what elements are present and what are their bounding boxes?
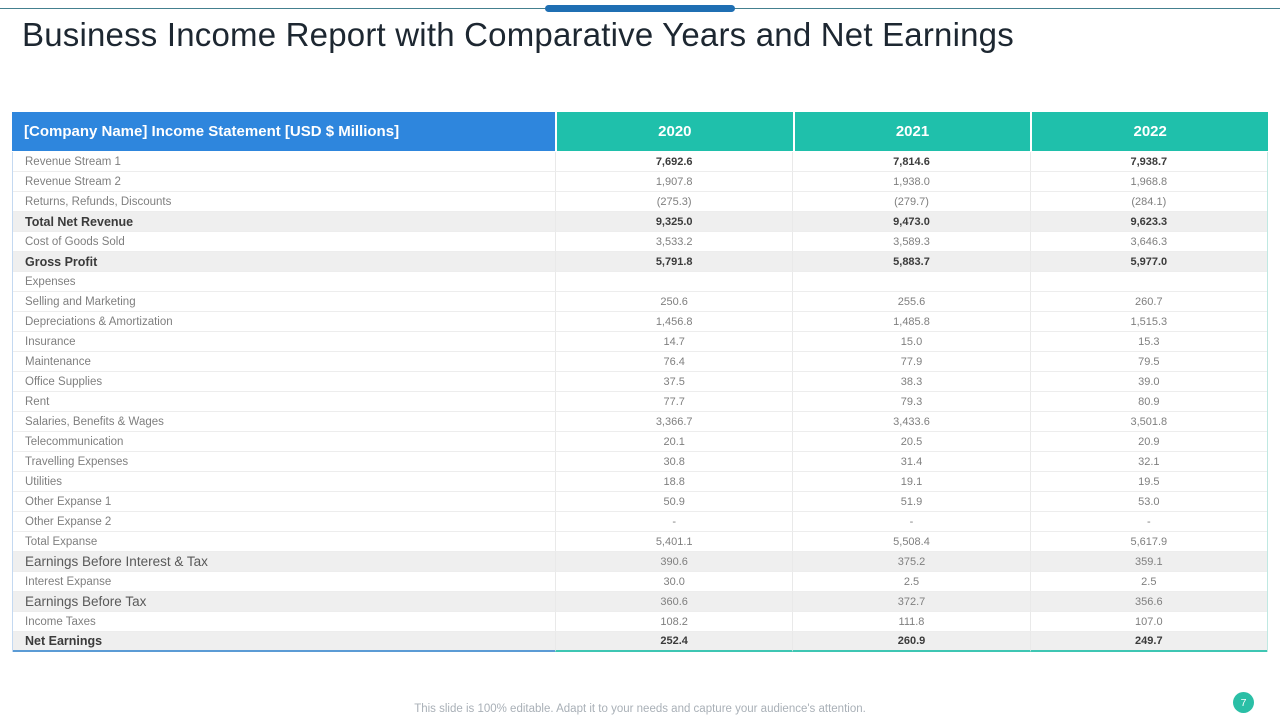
row-label: Total Net Revenue: [13, 212, 555, 232]
row-label: Earnings Before Tax: [13, 592, 555, 612]
row-value: -: [555, 512, 792, 532]
table-row: [13, 612, 1267, 632]
row-value: 1,968.8: [1030, 172, 1267, 192]
row-label: Office Supplies: [13, 372, 555, 392]
row-value: 39.0: [1030, 372, 1267, 392]
row-value: 30.8: [555, 452, 792, 472]
table-row: [13, 412, 1267, 432]
row-value: 9,473.0: [792, 212, 1029, 232]
row-value: 372.7: [792, 592, 1029, 612]
table-row: [13, 212, 1267, 232]
page-number-badge: 7: [1233, 692, 1254, 713]
row-value: 5,791.8: [555, 252, 792, 272]
row-label: Total Expanse: [13, 532, 555, 552]
row-value: [792, 272, 1029, 292]
table-row: [13, 572, 1267, 592]
row-label: Income Taxes: [13, 612, 555, 632]
row-value: 77.7: [555, 392, 792, 412]
row-value: (284.1): [1030, 192, 1267, 212]
row-value: 7,938.7: [1030, 152, 1267, 172]
row-value: 390.6: [555, 552, 792, 572]
row-value: 32.1: [1030, 452, 1267, 472]
row-value: 20.9: [1030, 432, 1267, 452]
row-value: 80.9: [1030, 392, 1267, 412]
row-value: 51.9: [792, 492, 1029, 512]
table-header-year-2020: 2020: [557, 112, 793, 151]
table-header-row: [12, 112, 1268, 151]
table-row: [13, 392, 1267, 412]
row-label: Cost of Goods Sold: [13, 232, 555, 252]
row-value: 3,433.6: [792, 412, 1029, 432]
row-value: (275.3): [555, 192, 792, 212]
row-label: Utilities: [13, 472, 555, 492]
row-value: 5,617.9: [1030, 532, 1267, 552]
table-row: [13, 292, 1267, 312]
table-row: [13, 312, 1267, 332]
row-value: 19.5: [1030, 472, 1267, 492]
row-label: Revenue Stream 2: [13, 172, 555, 192]
row-value: 108.2: [555, 612, 792, 632]
top-accent-bar: [545, 5, 735, 12]
row-value: 360.6: [555, 592, 792, 612]
table-row: [13, 432, 1267, 452]
table-header-year-2022: 2022: [1032, 112, 1268, 151]
row-label: Salaries, Benefits & Wages: [13, 412, 555, 432]
row-value: 7,692.6: [555, 152, 792, 172]
row-label: Other Expanse 2: [13, 512, 555, 532]
row-value: 20.1: [555, 432, 792, 452]
row-label: Net Earnings: [13, 632, 555, 652]
row-value: 15.3: [1030, 332, 1267, 352]
table-row: [13, 372, 1267, 392]
row-value: 249.7: [1030, 632, 1267, 652]
table-row: [13, 272, 1267, 292]
income-statement-table: [12, 112, 1268, 652]
row-value: -: [792, 512, 1029, 532]
row-label: Maintenance: [13, 352, 555, 372]
row-label: Other Expanse 1: [13, 492, 555, 512]
row-value: 1,485.8: [792, 312, 1029, 332]
table-row: [13, 352, 1267, 372]
row-value: 14.7: [555, 332, 792, 352]
row-value: 19.1: [792, 472, 1029, 492]
table-row: [13, 492, 1267, 512]
row-label: Returns, Refunds, Discounts: [13, 192, 555, 212]
row-value: 18.8: [555, 472, 792, 492]
row-value: 1,515.3: [1030, 312, 1267, 332]
row-value: 1,907.8: [555, 172, 792, 192]
row-value: 30.0: [555, 572, 792, 592]
row-label: Gross Profit: [13, 252, 555, 272]
table-row: [13, 512, 1267, 532]
row-value: 9,623.3: [1030, 212, 1267, 232]
table-row: [13, 452, 1267, 472]
row-value: 359.1: [1030, 552, 1267, 572]
row-value: 5,977.0: [1030, 252, 1267, 272]
row-value: 15.0: [792, 332, 1029, 352]
row-value: 50.9: [555, 492, 792, 512]
table-row: [13, 232, 1267, 252]
row-label: Travelling Expenses: [13, 452, 555, 472]
row-value: 111.8: [792, 612, 1029, 632]
row-value: 37.5: [555, 372, 792, 392]
row-label: Revenue Stream 1: [13, 152, 555, 172]
table-row: [13, 532, 1267, 552]
row-label: Rent: [13, 392, 555, 412]
row-value: 76.4: [555, 352, 792, 372]
row-value: 3,533.2: [555, 232, 792, 252]
row-value: 107.0: [1030, 612, 1267, 632]
table-header-company: [Company Name] Income Statement [USD $ Millions]: [12, 112, 555, 151]
table-row: [13, 472, 1267, 492]
row-value: 20.5: [792, 432, 1029, 452]
row-value: 38.3: [792, 372, 1029, 392]
row-label: Insurance: [13, 332, 555, 352]
row-value: 5,883.7: [792, 252, 1029, 272]
row-value: [1030, 272, 1267, 292]
row-value: -: [1030, 512, 1267, 532]
row-value: 250.6: [555, 292, 792, 312]
footer-note: This slide is 100% editable. Adapt it to your needs and capture your audience's attention.: [414, 703, 866, 715]
table-header-year-2021: 2021: [795, 112, 1031, 151]
table-body: [12, 152, 1268, 652]
row-value: (279.7): [792, 192, 1029, 212]
table-row: [13, 172, 1267, 192]
row-value: 9,325.0: [555, 212, 792, 232]
row-value: 31.4: [792, 452, 1029, 472]
table-row: [13, 152, 1267, 172]
row-value: 1,456.8: [555, 312, 792, 332]
row-value: 5,508.4: [792, 532, 1029, 552]
row-value: 260.7: [1030, 292, 1267, 312]
row-value: 5,401.1: [555, 532, 792, 552]
row-value: 79.5: [1030, 352, 1267, 372]
row-value: 3,501.8: [1030, 412, 1267, 432]
row-value: 3,646.3: [1030, 232, 1267, 252]
row-value: 77.9: [792, 352, 1029, 372]
row-value: 53.0: [1030, 492, 1267, 512]
table-row: [13, 332, 1267, 352]
row-value: 1,938.0: [792, 172, 1029, 192]
row-value: 7,814.6: [792, 152, 1029, 172]
table-row: [13, 592, 1267, 612]
page-title: Business Income Report with Comparative Years and Net Earnings: [22, 16, 1014, 53]
row-value: [555, 272, 792, 292]
row-value: 3,366.7: [555, 412, 792, 432]
row-label: Earnings Before Interest & Tax: [13, 552, 555, 572]
row-value: 375.2: [792, 552, 1029, 572]
table-row: [13, 632, 1267, 652]
table-row: [13, 252, 1267, 272]
row-label: Selling and Marketing: [13, 292, 555, 312]
row-value: 79.3: [792, 392, 1029, 412]
top-divider-line: [0, 8, 1280, 9]
row-label: Telecommunication: [13, 432, 555, 452]
row-label: Interest Expanse: [13, 572, 555, 592]
table-row: [13, 552, 1267, 572]
row-label: Depreciations & Amortization: [13, 312, 555, 332]
row-value: 3,589.3: [792, 232, 1029, 252]
row-value: 255.6: [792, 292, 1029, 312]
row-label: Expenses: [13, 272, 555, 292]
table-row: [13, 192, 1267, 212]
row-value: 260.9: [792, 632, 1029, 652]
row-value: 356.6: [1030, 592, 1267, 612]
row-value: 2.5: [792, 572, 1029, 592]
row-value: 2.5: [1030, 572, 1267, 592]
row-value: 252.4: [555, 632, 792, 652]
